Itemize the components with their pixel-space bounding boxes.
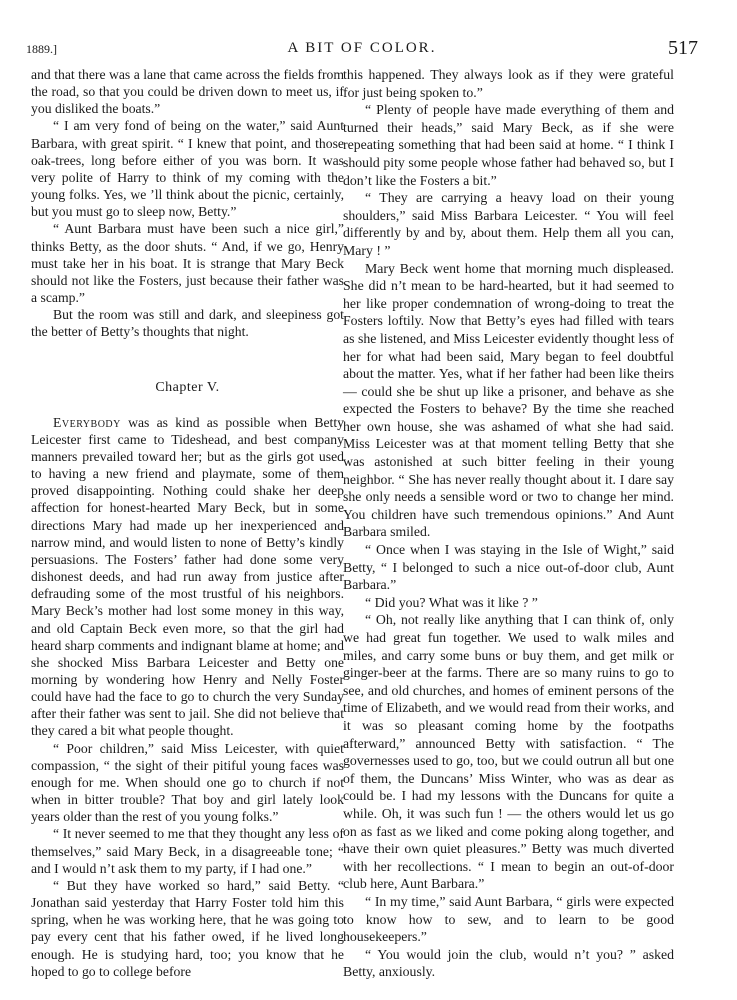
- paragraph: “ Plenty of people have made everything of them and turned their heads,” said Mary Beck, as if she were repeating something that had been said at home. “ I think I should pity some people whose father had behaved so, but I don’t like the Fosters a bit.”: [343, 102, 674, 188]
- paragraph-lead: Everybody: [53, 414, 121, 430]
- paragraph: Mary Beck went home that morning much displeased. She did n’t mean to be hard-hearted, but it had seemed to her like proper condemnation of wrong-doing to treat the Fosters loftily. Now that Betty’s eyes had filled with tears as she listened, and Miss Leicester evidently thought less of her for what had been said, Mary began to feel doubtful about the matter. Yes, what if her father had been like theirs — could she be shut up like a prisoner, and behave as she expected the Fosters to behave? By the time she reached her own house, she was ashamed of what she had said. Miss Leicester was at that moment telling Betty that she was astonished at such bitter feeling in their young neighbor. “ She has never really thought about it. I dare say she only needs a sensible word or two to change her mind. You children have such tremendous opinions.” And Aunt Barbara smiled.: [343, 260, 674, 540]
- paragraph: this happened. They always look as if they were grateful for just being spoken to.”: [343, 67, 674, 100]
- paragraph-body: was as kind as possible when Betty Leicester first came to Tideshead, and best company manners prevailed toward her; but as the girls got used to having a new friend and playmate, some of them proved disappointing. Nothing could shake her deep affection for honest-hearted Mary Beck, but in some directions Mary had made up her inexperienced and narrow mind, and would listen to none of Betty’s kindly persuasions. The Fosters’ father had done some very dishonest deeds, and had run away from justice after defrauding some of the most trustful of his neighbors. Mary Beck’s mother had lost some money in this way, and old Captain Beck even more, so that the girl had heard sharp comments and indignant blame at home; and she shocked Miss Barbara Leicester and Betty one morning by wondering how Henry and Nelly Foster could have had the face to go to church the very Sunday after their father was sent to jail. She did not believe that they cared a bit what people thought.: [31, 414, 344, 739]
- paragraph: “ Aunt Barbara must have been such a nice girl,” thinks Betty, as the door shuts. “ And, if we go, Henry must take her in his boat. It is strange that Mary Beck should not like the Fosters, just because their father was a scamp.”: [31, 221, 344, 306]
- paragraph: But the room was still and dark, and sleepiness got the better of Betty’s thoughts that night.: [31, 307, 344, 340]
- right-column: [343, 66, 674, 981]
- running-header: [26, 38, 698, 62]
- paragraph: “ I am very fond of being on the water,” said Aunt Barbara, with great spirit. “ I knew that point, and those oak-trees, long before either of you was born. It was very polite of Harry to think of my coming with the young folks. Yes, we ’ll think about the picnic, certainly, but you must go to sleep now, Betty.”: [31, 118, 344, 220]
- paragraph: “ You would join the club, would n’t you? ” asked Betty, anxiously.: [343, 946, 674, 980]
- paragraph: “ Did you? What was it like ? ”: [365, 594, 538, 610]
- header-title: A BIT OF COLOR.: [287, 40, 437, 56]
- paragraph: “ In my time,” said Aunt Barbara, “ girls were expected to know how to sew, and to learn to be good housekeepers.”: [343, 893, 674, 945]
- paragraph: “ Poor children,” said Miss Leicester, with quiet compassion, “ the sight of their pitiful young faces was enough for me. When should one go to church if not when in bitter trouble? That boy and girl lately look years older than the rest of you young folks.”: [31, 740, 344, 825]
- page-number: 517: [668, 37, 698, 59]
- paragraph: “ Once when I was staying in the Isle of Wight,” said Betty, “ I belonged to such a nice out-of-door club, Aunt Barbara.”: [343, 542, 674, 593]
- header-date: 1889.]: [26, 42, 57, 56]
- left-column: [31, 66, 344, 980]
- paragraph: and that there was a lane that came across the fields from the road, so that you could be driven down to meet us, if you disliked the boats.”: [31, 67, 344, 117]
- paragraph: [31, 414, 344, 740]
- chapter-heading: Chapter V.: [155, 379, 220, 395]
- paragraph: “ It never seemed to me that they thought any less of themselves,” said Mary Beck, in a disagreeable tone; “ and I would n’t ask them to my party, if I had one.”: [31, 826, 344, 876]
- paragraph: “ They are carrying a heavy load on their young shoulders,” said Miss Barbara Leicester. “ You will feel differently by and by, about them. Help them all you can, Mary ! ”: [343, 190, 674, 258]
- paragraph: “ Oh, not really like anything that I can think of, only we had great fun together. We used to walk miles and miles, and carry some buns or buy them, and get milk or ginger-beer at the farms. There are so many ruins to go to see, and old churches, and homes of eminent persons of the time of Elizabeth, and we would read from their works, and it was so pleasant coming home by the footpaths afterward,” announced Betty with satisfaction. “ The governesses used to go, too, but we could outrun all but one of them, the Duncans’ Miss Winter, who was as dear as could be. I had my lessons with the Duncans for quite a while. Oh, it was such fun ! — the others would let us go on as fast as we liked and come poking along together, and have their own quiet pleasures.” Betty was much diverted with her recollections. “ I mean to begin an out-of-door club here, Aunt Barbara.”: [343, 612, 674, 892]
- paragraph: “ But they have worked so hard,” said Betty. “ Jonathan said yesterday that Harry Foster told him this spring, when he was working here, that he was going to pay every cent that his father owed, if he lived long enough. He is studying hard, too; you know that he hoped to go to college before: [31, 877, 344, 979]
